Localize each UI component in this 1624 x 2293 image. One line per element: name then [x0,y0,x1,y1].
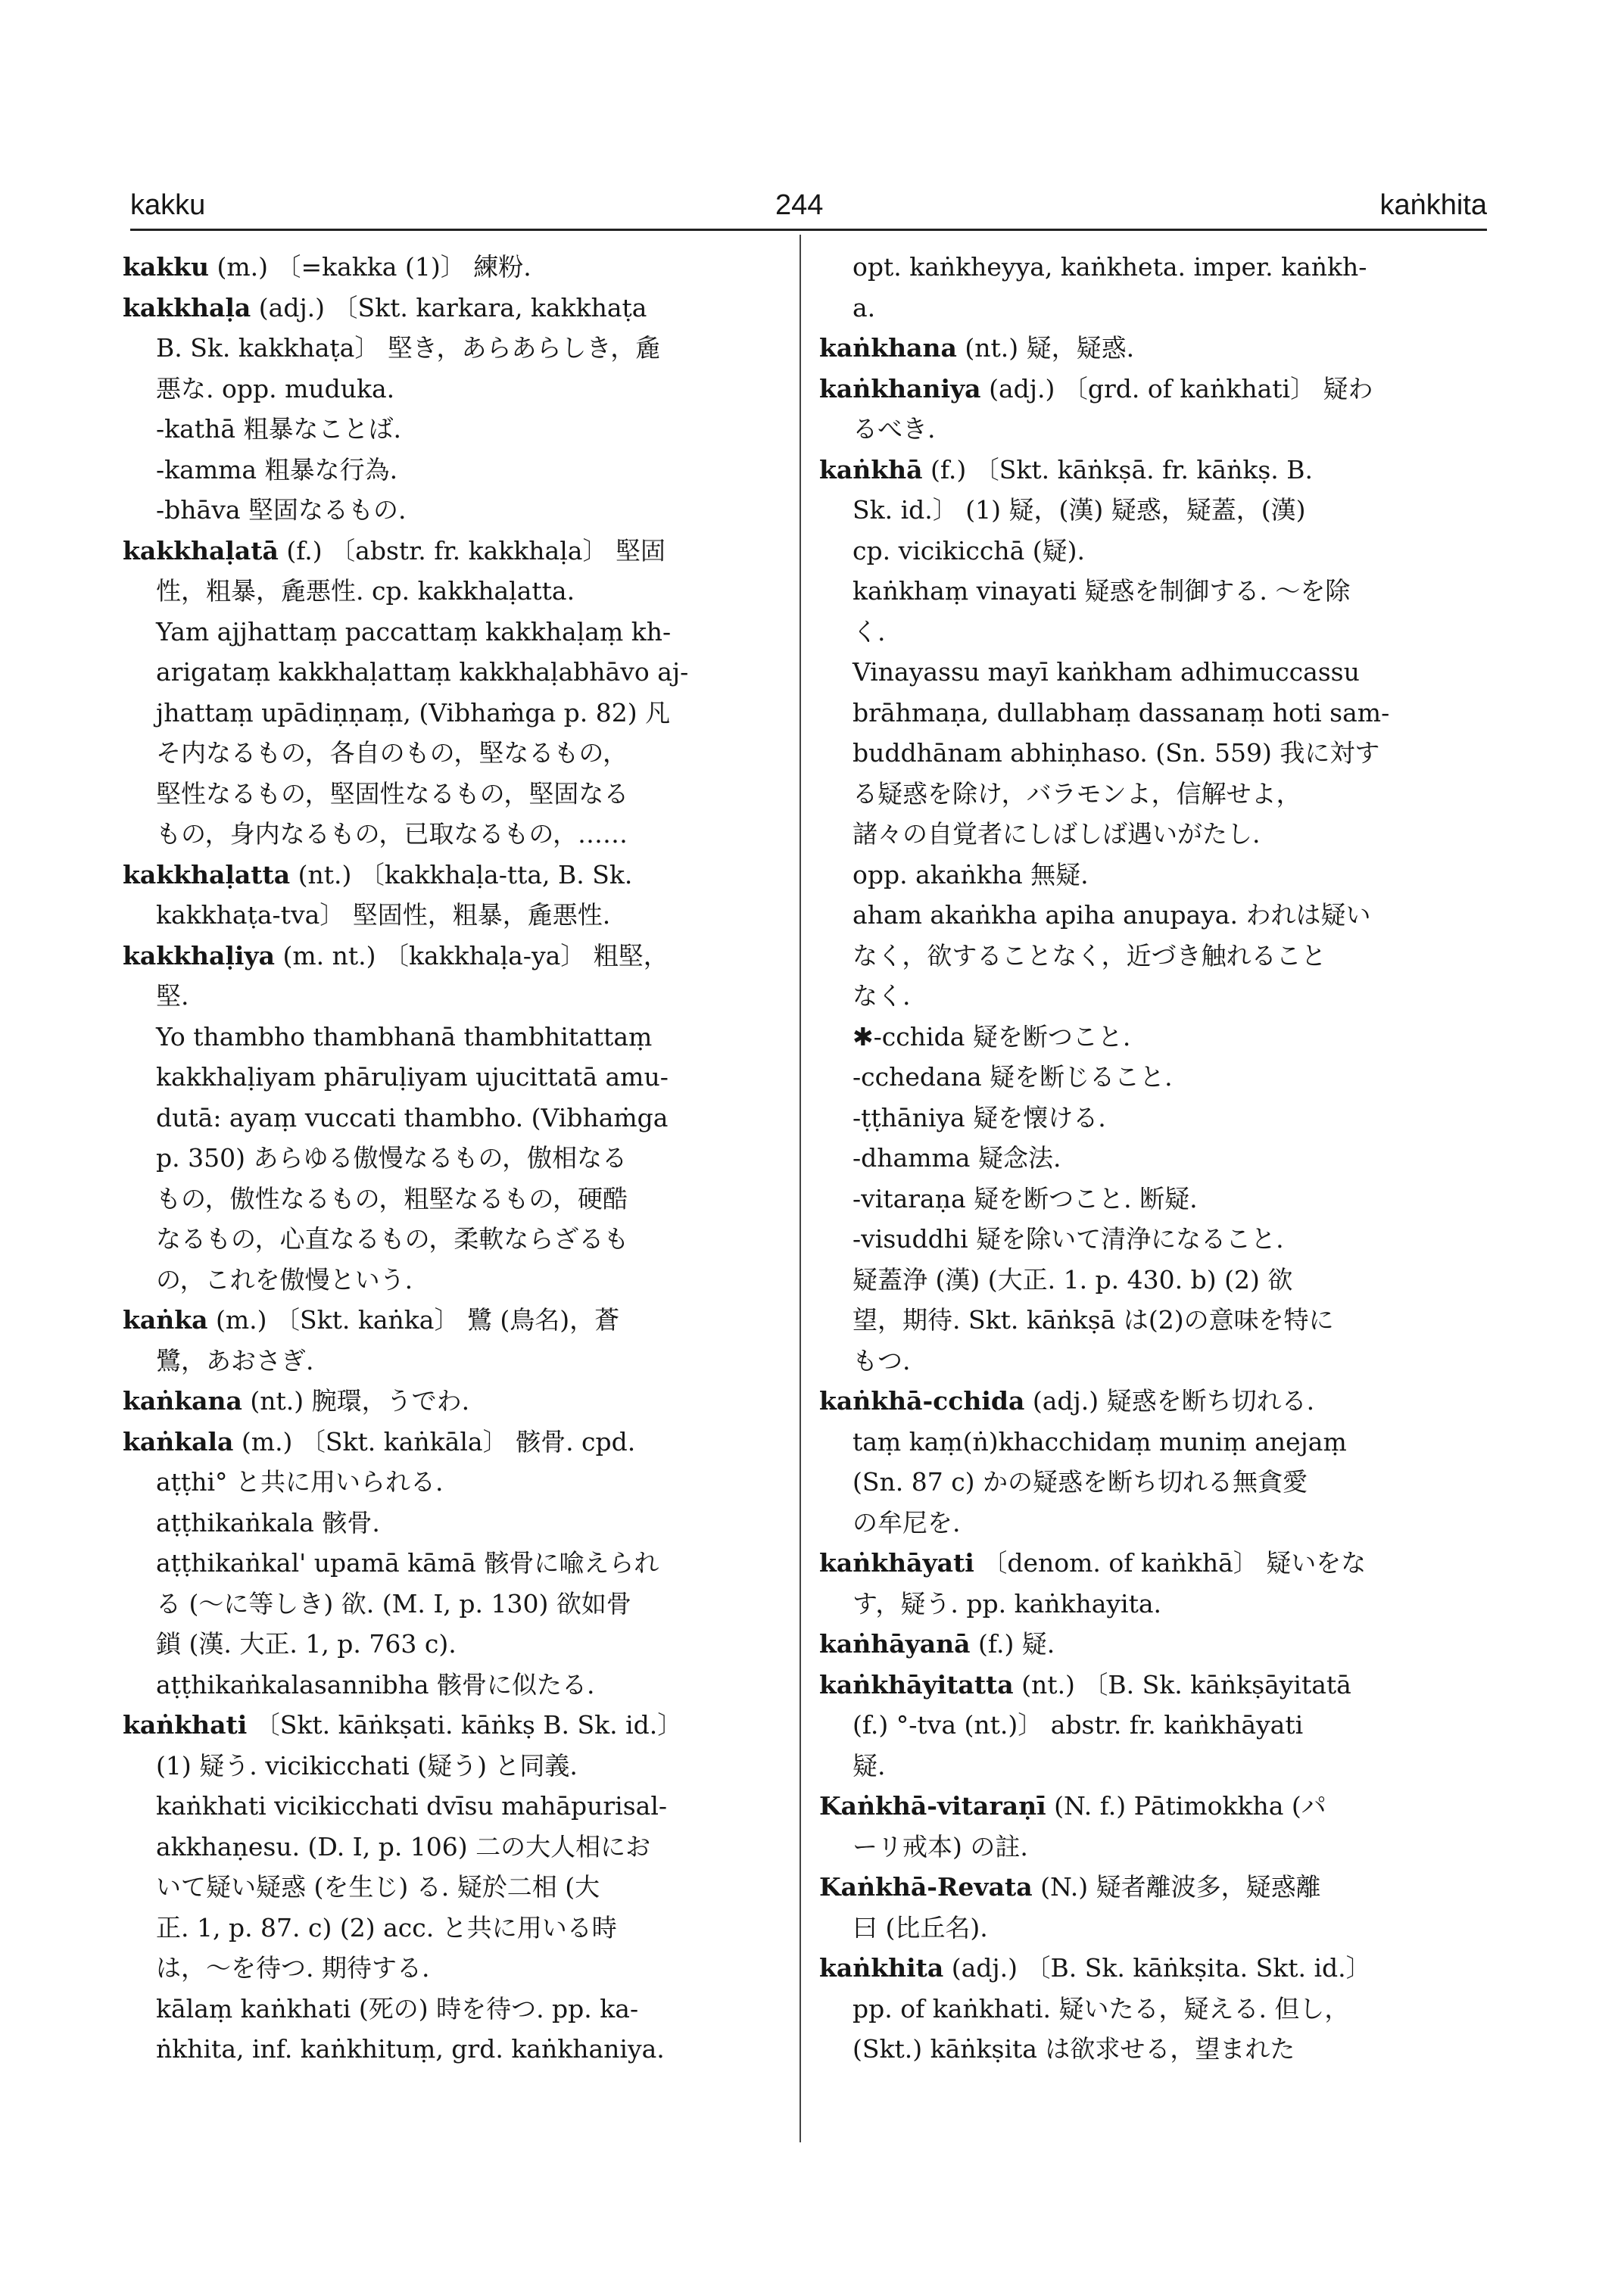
headword: kaṅkhāyitatta [819,1669,1014,1699]
entry-line: jhattaṃ upādiṇṇaṃ, (Vibhaṁga p. 82) 凡 [156,697,671,727]
entry-line: (Skt.) kāṅkṣita は欲求せる，望まれた [853,2034,1295,2064]
entry-text: (f.) 疑. [970,1629,1055,1659]
headword: kaṅkala [123,1426,234,1456]
entry-line: brāhmaṇa, dullabhaṃ dassanaṃ hoti sam- [853,697,1390,727]
entry-headword-line [123,1422,781,1463]
entry-headword-line [819,1543,1493,1584]
left-column [123,247,781,2070]
entry-text: (m.) 〔=kakka (1)〕 練粉. [208,252,531,282]
entry-line: 諸々の自覚者にしばしば遇いがたし. [853,819,1261,849]
entry-line: kaṅkhaṃ vinayati 疑惑を制御する. 〜を除 [853,576,1351,606]
entry-line: opp. akaṅkha 無疑. [853,859,1089,889]
entry-headword-line [819,1665,1493,1706]
headword: kakkhaḷatā [123,535,279,565]
entry-line: そ内なるもの，各自のもの，堅なるもの， [156,738,628,768]
headword: kaṅkhati [123,1710,248,1740]
entry-line: もの，身内なるもの，已取なるもの，…… [156,819,628,849]
entry-line: の，これを傲慢という. [156,1264,413,1294]
entry-text: (adj.) 〔grd. of kaṅkhati〕 疑わ [980,373,1373,403]
headword: kakkhaḷatta [123,859,291,889]
entry-line: akkhaṇesu. (D. I, p. 106) 二の大人相にお [156,1831,651,1862]
entry-line: 性，粗暴，麁悪性. cp. kakkhaḷatta. [156,576,575,606]
header-right-guide-word: kaṅkhita [1379,189,1487,221]
entry-line: るべき. [853,414,936,444]
entry-text: (f.) 〔Skt. kāṅkṣā. fr. kāṅkṣ. B. [922,454,1314,484]
headword: kaṅkhā [819,454,923,484]
entry-line: kālaṃ kaṅkhati (死の) 時を待つ. pp. ka- [156,1993,639,2024]
entry-headword-line [123,855,781,896]
entry-line: る疑惑を除け，バラモンよ，信解せよ， [853,778,1301,808]
entry-headword-line [123,1705,781,1746]
entry-line: buddhānam abhiṇhaso. (Sn. 559) 我に対す [853,738,1380,768]
entry-headword-line [819,1948,1493,1989]
entry-text: (adj.) 〔Skt. karkara, kakkhaṭa [251,292,647,322]
entry-line: pp. of kaṅkhati. 疑いたる，疑える. 但し， [853,1993,1350,2024]
entry-line: もの，傲性なるもの，粗堅なるもの，硬酷 [156,1183,628,1213]
entry-line: aṭṭhikaṅkal' upamā kāmā 骸骨に喩えられ [156,1548,659,1578]
entry-line: kakkhaḷiyam phāruḷiyam ujucittatā amu- [156,1062,669,1092]
entry-text: 〔Skt. kāṅkṣati. kāṅkṣ B. Sk. id.〕 [247,1710,683,1740]
entry-line: -kathā 粗暴なことば. [156,414,401,444]
headword: Kaṅkhā-vitaraṇī [819,1791,1046,1821]
entry-line: -visuddhi 疑を除いて清浄になること. [853,1224,1284,1254]
headword: kaṅka [123,1305,208,1335]
headword: kakku [123,252,209,282]
entry-headword-line [123,247,781,288]
entry-text: (N. f.) Pātimokkha (パ [1046,1791,1326,1821]
entry-headword-line [819,1786,1493,1827]
entry-line: 堅性なるもの，堅固性なるもの，堅固なる [156,778,629,808]
header-rule [130,229,1487,231]
headword: kaṅhāyanā [819,1629,971,1659]
entry-line: 曰 (比丘名). [853,1912,988,1943]
headword: kakkhaḷa [123,292,251,322]
headword: kaṅkana [123,1386,242,1416]
entry-text: (m.) 〔Skt. kaṅka〕 鷺 (鳥名)，蒼 [207,1305,620,1335]
entry-line: Sk. id.〕 (1) 疑，(漢) 疑惑，疑蓋，(漢) [853,495,1306,525]
entry-text: (nt.) 疑，疑惑. [956,333,1135,363]
entry-headword-line [123,288,781,329]
entry-headword-line [819,1624,1493,1665]
entry-line: ーリ戒本) の註. [853,1831,1028,1862]
entry-line: (Sn. 87 c) かの疑惑を断ち切れる無貪愛 [853,1467,1308,1497]
entry-line: 疑蓋浄 (漢) (大正. 1. p. 430. b) (2) 欲 [853,1264,1293,1294]
entry-line: (f.) °-tva (nt.)〕 abstr. fr. kaṅkhāyati [853,1710,1304,1740]
entry-line: taṃ kaṃ(ṅ)khacchidaṃ muniṃ anejaṃ [853,1426,1347,1456]
entry-line: は，〜を待つ. 期待する. [156,1953,430,1983]
entry-text: (m. nt.) 〔kakkhaḷa-ya〕 粗堅， [274,940,669,970]
entry-text: 〔denom. of kaṅkhā〕 疑いをな [974,1548,1367,1578]
headword: kaṅkhita [819,1953,944,1983]
entry-line: なく. [853,981,911,1011]
entry-line: B. Sk. kakkhaṭa〕 堅き，あらあらしき，麁 [156,333,661,363]
entry-headword-line [123,1381,781,1422]
entry-line: 悪な. opp. muduka. [156,373,395,403]
headword: Kaṅkhā-Revata [819,1872,1033,1902]
entry-line: p. 350) あらゆる傲慢なるもの，傲相なる [156,1143,628,1173]
entry-line: -bhāva 堅固なるもの. [156,495,407,525]
page-number: 244 [775,189,824,221]
entry-text: (adj.) 疑惑を断ち切れる. [1024,1386,1315,1416]
entry-headword-line [123,1300,781,1341]
entry-line: -cchedana 疑を断じること. [853,1062,1173,1092]
entry-line: -kamma 粗暴な行為. [156,454,398,484]
entry-line: なく，欲することなく，近づき触れること [853,940,1326,970]
entry-headword-line [123,531,781,572]
entry-headword-line [819,1867,1493,1908]
entry-text: (m.) 〔Skt. kaṅkāla〕 骸骨. cpd. [233,1426,636,1456]
right-column [819,247,1493,2070]
entry-headword-line [819,1381,1493,1422]
entry-line: -ṭṭhāniya 疑を懐ける. [853,1102,1106,1132]
entry-line: 望，期待. Skt. kāṅkṣā は(2)の意味を特に [853,1305,1334,1335]
entry-headword-line [819,450,1493,491]
entry-text: (N.) 疑者離波多，疑惑離 [1032,1872,1321,1902]
entry-line: す，疑う. pp. kaṅkhayita. [853,1588,1162,1618]
entry-line: (1) 疑う. vicikicchati (疑う) と同義. [156,1750,578,1781]
entry-headword-line [123,936,781,977]
entry-line: く. [853,616,886,646]
headword: kakkhaḷiya [123,940,275,970]
entry-line: -dhamma 疑念法. [853,1143,1061,1173]
entry-line: aham akaṅkha apiha anupaya. われは疑い [853,900,1371,930]
entry-line: opt. kaṅkheyya, kaṅkheta. imper. kaṅkh- [853,252,1367,282]
entry-line: Yam ajjhattaṃ paccattaṃ kakkhaḷaṃ kh- [156,616,672,646]
entry-line: の牟尼を. [853,1507,961,1537]
entry-line: dutā: ayaṃ vuccati thambho. (Vibhaṁga [156,1102,669,1132]
entry-line: aṭṭhikaṅkalasannibha 骸骨に似たる. [156,1669,595,1699]
entry-line: ✱-cchida 疑を断つこと. [853,1021,1131,1051]
entry-line: 疑. [853,1750,886,1781]
entry-line: -vitaraṇa 疑を断つこと. 断疑. [853,1183,1198,1213]
entry-line: cp. vicikicchā (疑). [853,535,1085,565]
entry-line: る (〜に等しき) 欲. (M. I, p. 130) 欲如骨 [156,1588,631,1618]
entry-line: なるもの，心直なるもの，柔軟ならざるも [156,1224,629,1254]
entry-headword-line [819,369,1493,410]
page-header [130,179,1487,224]
headword: kaṅkhaniya [819,373,981,403]
headword: kaṅkhāyati [819,1548,974,1578]
entry-line: もつ. [853,1345,911,1375]
column-divider [800,235,801,2142]
entry-line: aṭṭhi° と共に用いられる. [156,1467,444,1497]
headword: kaṅkhana [819,333,957,363]
entry-headword-line [819,328,1493,369]
entry-line: ṅkhita, inf. kaṅkhituṃ, grd. kaṅkhaniya. [156,2034,665,2064]
headword: kaṅkhā-cchida [819,1386,1025,1416]
entry-line: a. [853,292,876,322]
entry-text: (nt.) 〔B. Sk. kāṅkṣāyitatā [1013,1669,1351,1699]
entry-text: (nt.) 〔kakkhaḷa-tta, B. Sk. [290,859,633,889]
entry-text: (nt.) 腕環，うでわ. [242,1386,470,1416]
entry-line: Yo thambho thambhanā thambhitattaṃ [156,1021,653,1051]
entry-text: (f.) 〔abstr. fr. kakkhaḷa〕 堅固 [278,535,665,565]
entry-line: arigataṃ kakkhaḷattaṃ kakkhaḷabhāvo aj- [156,657,689,687]
entry-line: 正. 1, p. 87. c) (2) acc. と共に用いる時 [156,1912,617,1943]
entry-line: いて疑い疑惑 (を生じ) る. 疑於二相 (大 [156,1872,600,1902]
entry-line: kakkhaṭa-tva〕 堅固性，粗暴，麁悪性. [156,900,611,930]
entry-line: kaṅkhati vicikicchati dvīsu mahāpurisal- [156,1791,668,1821]
entry-line: 鷺，あおさぎ. [156,1345,314,1375]
entry-line: 堅. [156,981,189,1011]
header-left-guide-word: kakku [130,189,206,221]
entry-line: 鎖 (漢. 大正. 1, p. 763 c). [156,1629,457,1659]
entry-text: (adj.) 〔B. Sk. kāṅkṣita. Skt. id.〕 [943,1953,1371,1983]
entry-line: Vinayassu mayī kaṅkham adhimuccassu [853,657,1360,687]
entry-line: aṭṭhikaṅkala 骸骨. [156,1507,380,1537]
